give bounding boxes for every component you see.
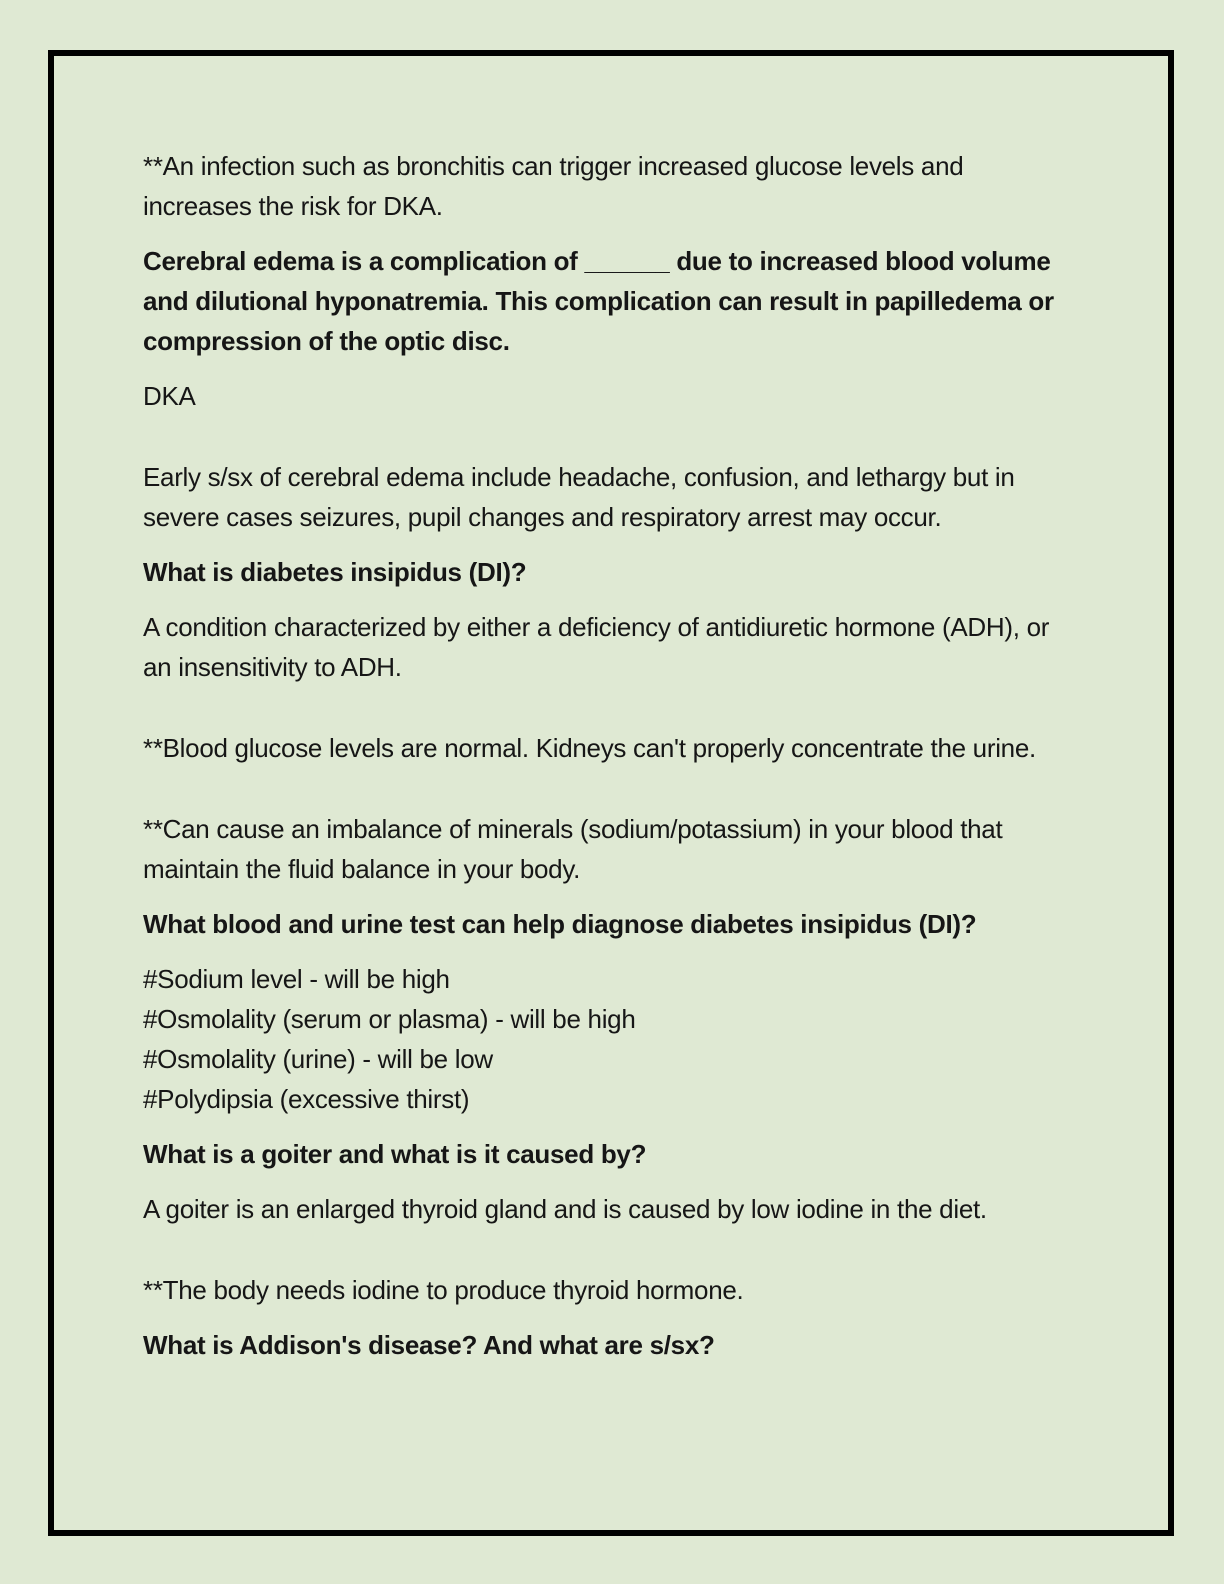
paragraph-mineral-imbalance-note: **Can cause an imbalance of minerals (sodium/potassium) in your blood that maintain the fluid balance in your body. bbox=[143, 814, 1003, 884]
list-line-osmolality-urine: #Osmolality (urine) - will be low bbox=[143, 1044, 493, 1074]
answer-di-definition: A condition characterized by either a deficiency of antidiuretic hormone (ADH), or an insensitivity to ADH. bbox=[143, 612, 1050, 682]
answer-goiter: A goiter is an enlarged thyroid gland and is caused by low iodine in the diet. bbox=[143, 1194, 987, 1224]
paragraph-blood-glucose-note: **Blood glucose levels are normal. Kidneys can't properly concentrate the urine. bbox=[143, 733, 1036, 763]
question-diabetes-insipidus: What is diabetes insipidus (DI)? bbox=[143, 557, 527, 587]
list-line-sodium: #Sodium level - will be high bbox=[143, 964, 450, 994]
question-goiter: What is a goiter and what is it caused by? bbox=[143, 1139, 647, 1169]
paragraph-early-ssx: Early s/sx of cerebral edema include headache, confusion, and lethargy but in severe cases seizures, pupil changes and respiratory arrest may occur. bbox=[143, 462, 1015, 532]
paragraph-iodine-note: **The body needs iodine to produce thyroid hormone. bbox=[143, 1275, 744, 1305]
list-line-osmolality-serum: #Osmolality (serum or plasma) - will be high bbox=[143, 1004, 636, 1034]
document-content bbox=[54, 56, 1168, 1365]
document-page-frame bbox=[48, 50, 1174, 1536]
paragraph-infection-note: **An infection such as bronchitis can trigger increased glucose levels and increases the risk for DKA. bbox=[143, 151, 964, 221]
question-cerebral-edema: Cerebral edema is a complication of ______ due to increased blood volume and dilutional hyponatremia. This complication can result in papilledema or compression of the optic disc. bbox=[143, 246, 1054, 356]
question-di-tests: What blood and urine test can help diagnose diabetes insipidus (DI)? bbox=[143, 909, 977, 939]
list-line-polydipsia: #Polydipsia (excessive thirst) bbox=[143, 1084, 470, 1114]
answer-dka: DKA bbox=[143, 381, 196, 411]
question-addisons: What is Addison's disease? And what are s/sx? bbox=[143, 1330, 715, 1360]
answer-di-tests-list bbox=[143, 959, 1074, 1119]
